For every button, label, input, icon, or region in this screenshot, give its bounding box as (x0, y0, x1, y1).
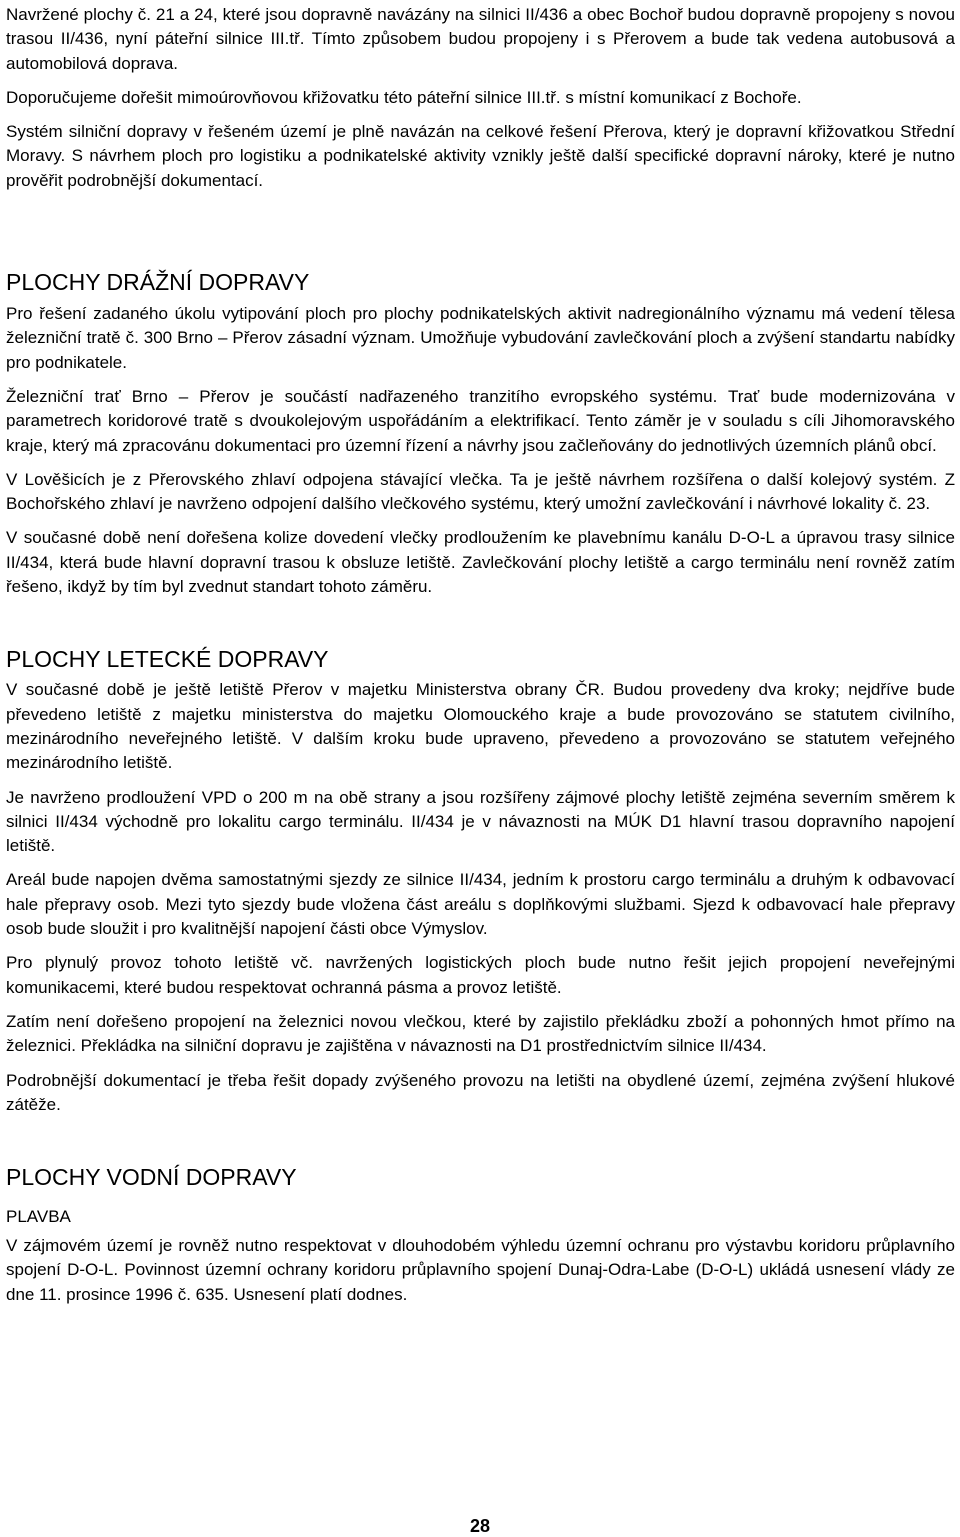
subsection-heading-plavba: PLAVBA (6, 1207, 71, 1227)
rail-paragraph-4: V současné době není dořešena kolize dovedení vlečky prodloužením ke plavebnímu kanálu D-O-L a úpravou trasy silnice II/434, která bude hlavní dopravní trasou k obsluze letiště. Zavlečkování plochy letiště a cargo terminálu není rovněž zatím řešeno, ikdyž by tím byl zvednut standart tohoto záměru. (6, 528, 955, 597)
rail-paragraph-2: Železniční trať Brno – Přerov je součástí nadřazeného tranzitího evropského systému. Trať bude modernizována v parametrech koridorové tratě s dvoukolejovým uspořádáním a elektrifikací. Tento záměr je v souladu s cíli Jihomoravského kraje, který má zpracovánu dokumentaci pro územní řízení a návrhy jsou začleňovány do jednotlivých územních plánů obcí. (6, 386, 955, 455)
document-page (6, 0, 955, 1307)
air-paragraph-5: Zatím není dořešeno propojení na železnici novou vlečkou, které by zajistilo překládku zboží a pohonných hmot přímo na železnici. Překládka na silniční dopravu je zajištěna v návaznosti na D1 prostřednictvím silnice II/434. (6, 1011, 955, 1056)
page-number: 28 (469, 1516, 491, 1536)
rail-paragraph-1: Pro řešení zadaného úkolu vytipování ploch pro plochy podnikatelských aktivit nadregionálního významu má vedení tělesa železniční tratě č. 300 Brno – Přerov zásadní význam. Umožňuje vybudování zavlečkování ploch a zvýšení standartu nabídky pro podnikatele. (6, 304, 955, 372)
section-heading-water: PLOCHY VODNÍ DOPRAVY (6, 1164, 297, 1191)
section-heading-rail: PLOCHY DRÁŽNÍ DOPRAVY (6, 269, 310, 296)
air-paragraph-6: Podrobnější dokumentací je třeba řešit dopady zvýšeného provozu na letišti na obydlené území, zejména zvýšení hlukové zátěže. (6, 1070, 955, 1114)
section-heading-air: PLOCHY LETECKÉ DOPRAVY (6, 646, 329, 673)
rail-paragraph-3: V Lověšicích je z Přerovského zhlaví odpojena stávající vlečka. Ta je ještě návrhem rozšířena o další kolejový systém. Z Bochořského zhlaví je navrženo odpojení dalšího vlečkového systému, který umožní zavlečkování i návrhové lokality č. 23. (6, 469, 955, 514)
water-paragraph-1: V zájmovém území je rovněž nutno respektovat v dlouhodobém výhledu územní ochranu pro výstavbu koridoru průplavního spojení D-O-L. Povinnost územní ochrany koridoru průplavního spojení Dunaj-Odra-Labe (D-O-L) ukládá usnesení vlády ze dne 11. prosince 1996 č. 635. Usnesení platí dodnes. (6, 1236, 955, 1304)
intro-paragraph-1: Navržené plochy č. 21 a 24, které jsou dopravně navázány na silnici II/436 a obec Bochoř budou dopravně propojeny s novou trasou II/436, nyní páteřní silnice III.tř. Tímto způsobem budou propojeny i s Přerovem a bude tak vedena autobusová a automobilová doprava. (6, 5, 955, 73)
air-paragraph-4: Pro plynulý provoz tohoto letiště vč. navržených logistických ploch bude nutno řešit jejich propojení neveřejnými komunikacemi, které budou respektovat ochranná pásma a provoz letiště. (6, 953, 955, 997)
air-paragraph-1: V současné době je ještě letiště Přerov v majetku Ministerstva obrany ČR. Budou provedeny dva kroky; nejdříve bude převedeno letiště z majetku ministerstva do majetku Olomouckého kraje a bude provozováno se statutem civilního, mezinárodního neveřejného letiště. V dalším kroku bude upraveno, převedeno a provozováno se statutem veřejného mezinárodního letiště. (6, 680, 955, 773)
intro-paragraph-3: Systém silniční dopravy v řešeném území je plně navázán na celkové řešení Přerova, který je dopravní křižovatkou Střední Moravy. S návrhem ploch pro logistiku a podnikatelské aktivity vznikly ještě další specifické dopravní nároky, které je nutno prověřit podrobnější dokumentací. (6, 122, 955, 190)
air-paragraph-3: Areál bude napojen dvěma samostatnými sjezdy ze silnice II/434, jedním k prostoru cargo terminálu a druhým k odbavovací hale přepravy osob. Mezi tyto sjezdy bude vložena část areálu s doplňkovými službami. Sjezd k odbavovací hale přepravy osob bude sloužit i pro kvalitnější napojení části obce Výmyslov. (6, 870, 955, 939)
air-paragraph-2: Je navrženo prodloužení VPD o 200 m na obě strany a jsou rozšířeny zájmové plochy letiště zejména severním směrem k silnici II/434 východně pro lokalitu cargo terminálu. II/434 je v návaznosti na MÚK D1 hlavní trasou dopravního napojení letiště. (6, 787, 955, 856)
intro-paragraph-2: Doporučujeme dořešit mimoúrovňovou křižovatku této páteřní silnice III.tř. s místní komunikací z Bochoře. (6, 87, 802, 107)
